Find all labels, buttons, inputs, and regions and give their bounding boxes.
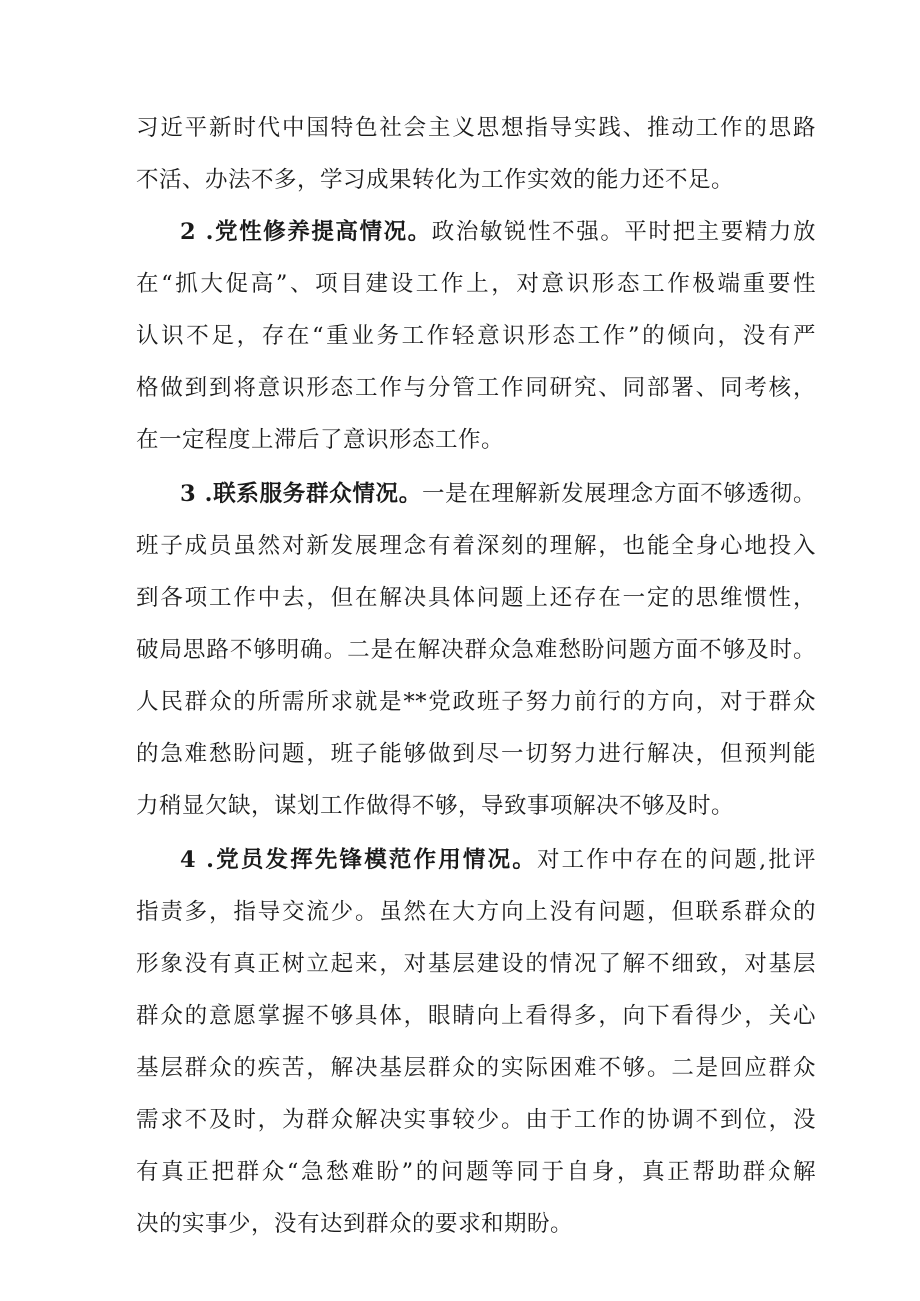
paragraph-line: 在一定程度上滞后了意识形态工作。 (136, 427, 505, 453)
section-2-heading: 2 .党性修养提高情况。 (180, 219, 432, 245)
paragraph-line: 指责多，指导交流少。虽然在大方向上没有问题，但联系群众的 (136, 899, 816, 925)
paragraph-line: 在“抓大促高”、项目建设工作上，对意识形态工作极端重要性 (136, 271, 816, 297)
paragraph-line: 力稍显欠缺，谋划工作做得不够，导致事项解决不够及时。 (136, 793, 735, 819)
paragraph-line: 群众的意愿掌握不够具体，眼睛向上看得多，向下看得少，关心 (136, 1003, 816, 1029)
section-3-first-line: 3 .联系服务群众情况。一是在理解新发展理念方面不够透彻。 (180, 481, 816, 507)
paragraph-line: 形象没有真正树立起来，对基层建设的情况了解不细致，对基层 (136, 951, 816, 977)
section-2-first-line: 2 .党性修养提高情况。政治敏锐性不强。平时把主要精力放 (180, 219, 816, 245)
paragraph-line: 格做到到将意识形态工作与分管工作同研究、同部署、同考核， (136, 375, 816, 401)
section-3-heading: 3 .联系服务群众情况。 (180, 481, 422, 507)
paragraph-line: 基层群众的疾苦，解决基层群众的实际困难不够。二是回应群众 (136, 1055, 816, 1081)
paragraph-line: 班子成员虽然对新发展理念有着深刻的理解，也能全身心地投入 (136, 533, 816, 559)
paragraph-line: 到各项工作中去，但在解决具体问题上还存在一定的思维惯性， (136, 585, 816, 611)
paragraph-line: 的急难愁盼问题，班子能够做到尽一切努力进行解决，但预判能 (136, 741, 816, 767)
paragraph-line: 有真正把群众“急愁难盼”的问题等同于自身，真正帮助群众解 (136, 1159, 816, 1185)
paragraph-line: 决的实事少，没有达到群众的要求和期盼。 (136, 1211, 574, 1237)
section-4-heading: 4 .党员发挥先锋模范作用情况。 (180, 847, 537, 873)
paragraph-line: 破局思路不够明确。二是在解决群众急难愁盼问题方面不够及时。 (136, 637, 816, 663)
paragraph-line: 人民群众的所需所求就是**党政班子努力前行的方向，对于群众 (136, 689, 816, 715)
section-4-first-line: 4 .党员发挥先锋模范作用情况。对工作中存在的问题,批评 (180, 847, 817, 873)
paragraph-line: 不活、办法不多，学习成果转化为工作实效的能力还不足。 (136, 167, 735, 193)
paragraph-line: 认识不足，存在“重业务工作轻意识形态工作”的倾向，没有严 (136, 323, 816, 349)
paragraph-line: 需求不及时，为群众解决实事较少。由于工作的协调不到位，没 (136, 1107, 816, 1133)
paragraph-line: 习近平新时代中国特色社会主义思想指导实践、推动工作的思路 (136, 115, 816, 141)
